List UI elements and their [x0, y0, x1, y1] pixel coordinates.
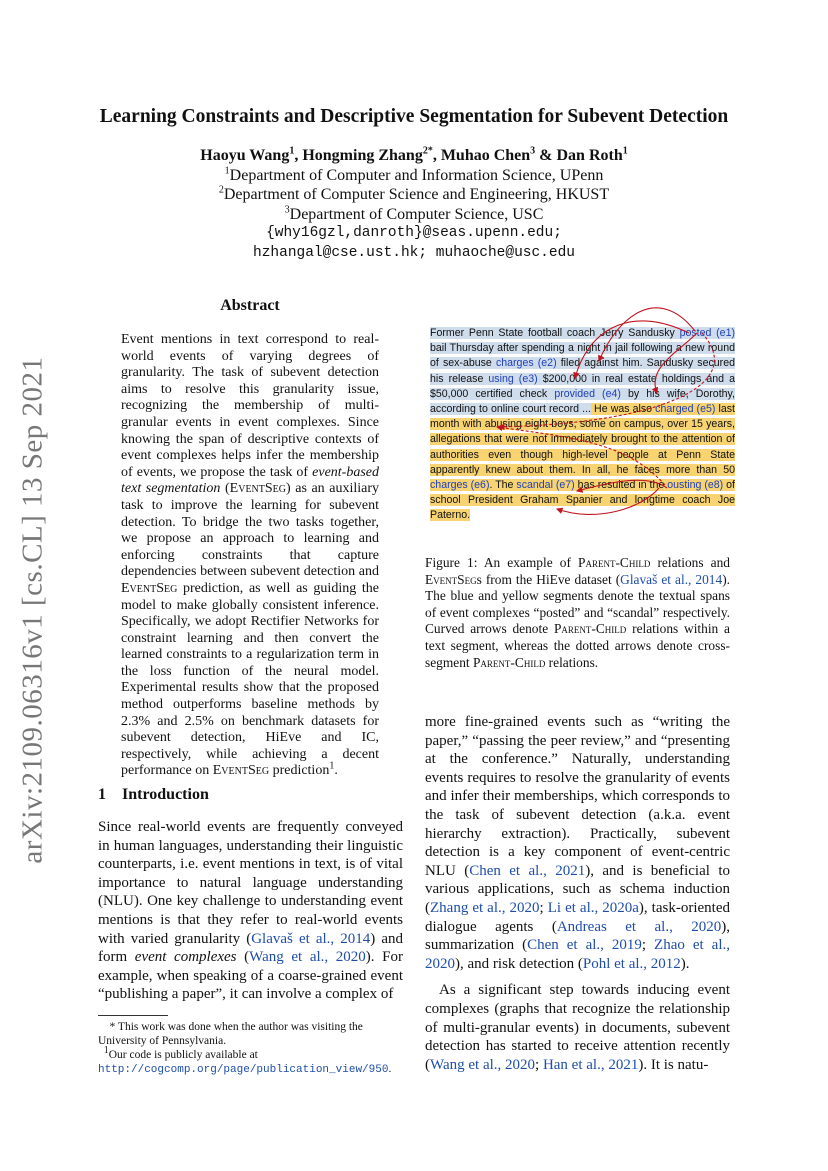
event-e7: scandal (e7): [516, 479, 575, 492]
event-e2: charges (e2): [495, 357, 557, 370]
citation-link[interactable]: Chen et al., 2019: [527, 937, 642, 954]
author-names: Haoyu Wang$^1$, Hongming Zhang$^{2*}$, Muhao Chen$^3$ & Dan Roth$^1$: [200, 145, 628, 164]
citation-link[interactable]: Han et al., 2021: [542, 1056, 639, 1073]
citation-link[interactable]: Li et al., 2020a: [547, 899, 639, 916]
yellow-segment: He was also charged (e5) last month with abusing eight boys, some on campus, over 15 years, allegations that were not immediately brought to the attention of authorities even though high-level people at Penn State apparently knew about them. In all, he faces more than 50 charges (e6). The scandal (e7) has resulted in the ousting (e8) of school President Graham Spanier and longtime coach Joe Paterno.: [430, 403, 735, 522]
footnote-1: $^1$Our code is publicly available at http://cogcomp.org/page/publication_view/950.: [98, 1045, 392, 1076]
citation-link[interactable]: Wang et al., 2020: [249, 949, 366, 966]
affiliation-1: $^1$Department of Computer and Information Science, UPenn: [224, 165, 604, 184]
introduction-text: Since real-world events are frequently conveyed in human languages, understanding their linguistic counterparts, i.e. event mentions in text, is of vital importance to natural language understanding (NLU). One key challenge to understanding event mentions is that they refer to real-world events with varied granularity (Glavaš et al., 2014) and form event complexes (Wang et al., 2020). For example, when speaking of a coarse-grained event “publishing a paper”, it can involve a complex of: [98, 819, 404, 1003]
arrow-e1-e2: [599, 308, 695, 361]
figure-caption: Figure 1: An example of Parent-Child relations and EventSegs from the HiEve dataset (Glavaš et al., 2014). The blue and yellow segments denote the textual spans of event complexes “posted” and “scandal” respectively. Curved arrows denote Parent-Child relations within a text segment, whereas the dotted arrows denote cross-segment Parent-Child relations.: [425, 555, 731, 670]
figure-1: [427, 323, 737, 530]
arrow-e1-e3: [575, 321, 689, 378]
relation-arrows: [427, 323, 737, 530]
citation-link[interactable]: Zhang et al., 2020: [430, 899, 540, 916]
footnote-star: * This work was done when the author was visiting the University of Pennsylvania.: [98, 1021, 363, 1047]
arrow-e7-e8: [557, 488, 659, 514]
arrow-e7-e6: [577, 480, 667, 491]
event-e4: provided (e4): [554, 387, 621, 400]
code-url-link[interactable]: http://cogcomp.org/page/publication_view/950: [98, 1064, 389, 1076]
email-line-2: hzhangal@cse.ust.hk; muhaoche@usc.edu: [253, 244, 575, 261]
footnotes: [98, 1020, 408, 1077]
citation-link[interactable]: Glavaš et al., 2014: [620, 571, 723, 587]
event-e8: ousting (e8): [667, 479, 724, 492]
paper-title: Learning Constraints and Descriptive Segmentation for Subevent Detection: [99, 106, 729, 127]
blue-segment: Former Penn State football coach Jerry Sandusky posted (e1) bail Thursday after spending a night in jail following a new round of sex-abuse charges (e2) filed against him. Sandusky secured his release using (e3) $200,000 in real estate holdings and a $50,000 certified check provided (e4) by his wife, Dorothy, according to online court record ...: [430, 327, 736, 416]
arxiv-stamp: arXiv:2109.06316v1 [cs.CL] 13 Sep 2021: [16, 356, 49, 864]
citation-link[interactable]: Zhao et al., 2020: [425, 937, 730, 972]
event-e6: charges (e6): [430, 479, 490, 492]
event-e1: posted (e1): [679, 327, 735, 339]
citation-link[interactable]: Chen et al., 2021: [469, 862, 586, 879]
section-heading-introduction: 1 Introduction: [98, 786, 209, 803]
paragraph: As a significant step towards inducing event complexes (graphs that recognize the relationship of multi-granular events) in documents, subevent detection has started to receive attention recently (Wang et al., 2020; Han et al., 2021). It is natu-: [425, 982, 730, 1073]
email-line-1: {why16gzl,danroth}@seas.upenn.edu;: [266, 225, 562, 241]
event-e5: charged (e5): [655, 403, 716, 416]
citation-link[interactable]: Wang et al., 2020: [430, 1056, 536, 1073]
arrow-e1-e5: [499, 333, 714, 427]
affiliation-3: $^3$Department of Computer Science, USC: [284, 204, 544, 223]
citation-link[interactable]: Andreas et al., 2020: [556, 918, 722, 935]
abstract-body: Event mentions in text correspond to real-world events of varying degrees of granularity. The task of subevent detection aims to resolve this granularity issue, recognizing the membership of multi-granular events in event complexes. Since knowing the span of descriptive contexts of event complexes helps infer the membership of events, we propose the task of event-based text segmentation (EventSeg) as an auxiliary task to improve the learning for subevent detection. To bridge the two tasks together, we propose an approach to learning and enforcing constraints that capture dependencies between subevent detection and EventSeg prediction, as well as guiding the model to make globally consistent inference. Specifically, we adopt Rectifier Networks for constraint learning and then convert the learned constraints to a regularization term in the loss function of the neural model. Experimental results show that the proposed method outperforms baseline methods by 2.3% and 2.5% on benchmark datasets for subevent detection, HiEve and IC, respectively, while achieving a decent performance on EventSeg prediction$^1$.: [121, 332, 379, 779]
event-e3: using (e3): [488, 372, 538, 385]
affiliation-2: $^2$Department of Computer Science and Engineering, HKUST: [218, 184, 610, 203]
citation-link[interactable]: Pohl et al., 2012: [582, 955, 681, 972]
abstract-heading: Abstract: [220, 297, 280, 314]
arrow-e7-e5: [497, 427, 665, 485]
author-block: [0, 146, 828, 263]
arrow-e1-e4: [655, 333, 697, 393]
citation-link[interactable]: Glavaš et al., 2014: [251, 930, 371, 947]
right-column-text: [425, 713, 730, 1074]
paragraph: more fine-grained events such as “writing the paper,” “passing the peer review,” and “presenting at the conference.” Naturally, understanding events requires to resolve the granularity of events and infer their memberships, which corresponds to the task of subevent detection (a.k.a. event hierarchy extraction). Practically, subevent detection is a key component of event-centric NLU (Chen et al., 2021), and is beneficial to various applications, such as schema induction (Zhang et al., 2020; Li et al., 2020a), task-oriented dialogue agents (Andreas et al., 2020), summarization (Chen et al., 2019; Zhao et al., 2020), and risk detection (Pohl et al., 2012).: [425, 714, 730, 972]
footnote-rule: [98, 1015, 168, 1016]
